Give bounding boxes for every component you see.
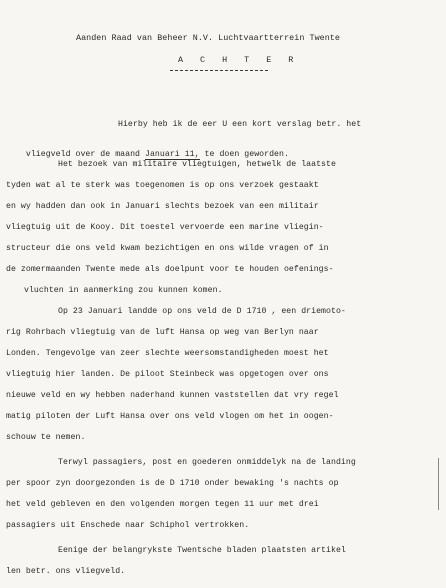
body-line-19: het veld gebleven en den volgenden morgen tegen 11 uur met drei (6, 500, 319, 509)
body-line-20: passagiers uit Enschede naar Schiphol vertrokken. (6, 521, 250, 530)
body-line-4: tyden wat al te sterk was toegenomen is op ons verzoek gestaakt (6, 181, 319, 190)
month-reference: Januari 11, (144, 150, 200, 159)
body-line-2-start: vliegveld over de maand (25, 150, 145, 159)
body-line-9: vluchten in aanmerking zou kunnen komen. (24, 286, 223, 295)
body-line-21: Eenige der belangrykste Twentsche bladen plaatsten artikel (58, 546, 346, 555)
addressee-line: Aanden Raad van Beheer N.V. Luchtvaartterrein Twente (76, 33, 340, 43)
body-line-1: Hierby heb ik de eer U een kort verslag betr. het (118, 120, 362, 129)
body-line-2-end: te doen geworden. (199, 150, 289, 159)
body-line-16: schouw te nemen. (6, 433, 86, 442)
body-line-10: Op 23 Januari landde op ons veld de D 1710 , een driemoto- (58, 307, 346, 316)
body-line-6: vliegtuig uit de Kooy. Dit toestel vervoerde een marine vliegin- (6, 223, 324, 232)
body-line-13: vliegtuig hier landen. De piloot Steinbeck was opgetogen over ons (6, 370, 329, 379)
body-line-17: Terwyl passagiers, post en goederen onmiddelyk na de landing (58, 458, 356, 467)
body-line-22: len betr. ons vliegveld. (6, 567, 126, 576)
body-line-18: per spoor zyn doorgezonden is de D 1710 onder bewaking 's nachts op (6, 479, 339, 488)
body-line-8: de zomermaanden Twente mede als doelpunt voor te houden oefenings- (6, 265, 334, 274)
body-line-7: structeur die ons veld kwam bezichtigen en ons wilde vragen of in (6, 244, 329, 253)
body-line-11: rig Rohrbach vliegtuig van de luft Hansa op weg van Berlyn naar (6, 328, 319, 337)
document-heading: A C H T E R (178, 55, 300, 65)
heading-underline (170, 70, 268, 71)
margin-mark (438, 458, 439, 510)
body-line-3: Het bezoek van militaire vliegtuigen, hetwelk de laatste (58, 160, 336, 169)
body-line-15: matig piloten der Luft Hansa over ons veld vlogen om het in oogen- (6, 412, 334, 421)
body-line-12: Londen. Tengevolge van zeer slechte weersomstandigheden moest het (6, 349, 329, 358)
body-line-5: en wy hadden dan ook in Januari slechts bezoek van een militair (6, 202, 319, 211)
body-line-14: nieuwe veld en wy hebben naderhand kunnen vaststellen dat vry regel (6, 391, 339, 400)
